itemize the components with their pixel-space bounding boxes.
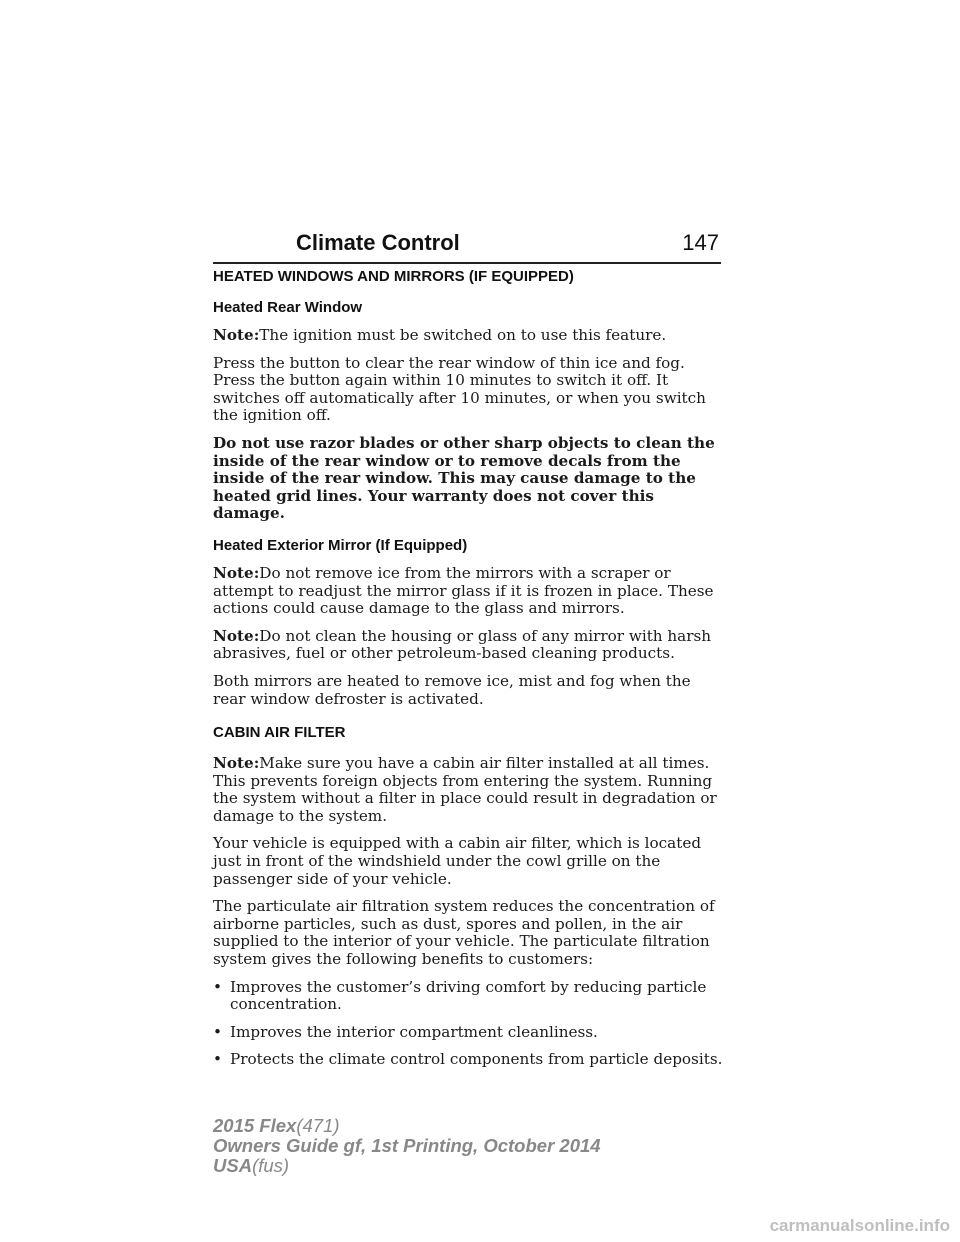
page-number: 147 (682, 230, 719, 255)
footer-market-code: (fus) (252, 1155, 290, 1176)
page-content (213, 268, 725, 1079)
print-footer (213, 1116, 601, 1176)
paragraph-filter-location: Your vehicle is equipped with a cabin air filter, which is located just in front of the windshield under the cowl grille on the passenger side of your vehicle. (213, 834, 702, 888)
list-item (213, 1024, 725, 1042)
note-ignition (213, 327, 725, 345)
warning-razor-blades: Do not use razor blades or other sharp objects to clean the inside of the rear window or to remove decals from the inside of the rear window. This may cause damage to the heated grid lines. Your warranty does not cover this damage. (213, 433, 715, 523)
note-text: The ignition must be switched on to use this feature. (259, 326, 667, 344)
list-item-text: Improves the customer’s driving comfort by reducing particle concentration. (230, 977, 707, 1014)
note-mirror-cleaning (213, 628, 725, 663)
benefits-list (213, 979, 725, 1069)
note-cabin-filter (213, 755, 725, 825)
list-item (213, 979, 725, 1014)
chapter-title: Climate Control (296, 230, 460, 255)
footer-line-model (213, 1116, 601, 1136)
page-header (213, 228, 721, 264)
list-item (213, 1051, 725, 1069)
note-text: Make sure you have a cabin air filter installed at all times. This prevents foreign objects from entering the system. Running the system without a filter in place could result in degradation or damage to the system. (213, 754, 717, 825)
bullet-icon: • (213, 977, 222, 996)
paragraph-filtration-system: The particulate air filtration system reduces the concentration of airborne particles, such as dust, spores and pollen, in the air supplied to the interior of your vehicle. The particulate filtration system gives the following benefits to customers: (213, 897, 715, 969)
section-heading-heated-windows: HEATED WINDOWS AND MIRRORS (IF EQUIPPED) (213, 268, 574, 285)
footer-market: USA (213, 1155, 253, 1176)
list-item-text: Improves the interior compartment cleanliness. (230, 1022, 598, 1041)
paragraph-mirrors-heated: Both mirrors are heated to remove ice, mist and fog when the rear window defroster is activated. (213, 671, 691, 708)
footer-line-market (213, 1156, 601, 1176)
note-mirror-ice (213, 565, 725, 618)
subheading-heated-exterior-mirror: Heated Exterior Mirror (If Equipped) (213, 536, 468, 554)
note-label: Note: (213, 626, 260, 645)
note-label: Note: (213, 326, 260, 344)
paragraph-rear-window: Press the button to clear the rear window of thin ice and fog. Press the button again within 10 minutes to switch it off. It switches off automatically after 10 minutes, or when you switch the ignition off. (213, 353, 706, 425)
list-item-text: Protects the climate control components from particle deposits. (230, 1050, 723, 1069)
footer-model-code: (471) (296, 1115, 340, 1136)
footer-model: 2015 Flex (213, 1115, 297, 1136)
section-heading-cabin-air-filter: CABIN AIR FILTER (213, 724, 346, 742)
note-text: Do not clean the housing or glass of any mirror with harsh abrasives, fuel or other petroleum-based cleaning products. (213, 626, 712, 663)
subheading-heated-rear-window: Heated Rear Window (213, 299, 363, 316)
bullet-icon: • (213, 1022, 222, 1041)
note-text: Do not remove ice from the mirrors with a scraper or attempt to readjust the mirror glass if it is frozen in place. These actions could cause damage to the glass and mirrors. (213, 563, 714, 618)
note-label: Note: (213, 563, 260, 582)
footer-line-printing: Owners Guide gf, 1st Printing, October 2014 (213, 1135, 601, 1156)
bullet-icon: • (213, 1050, 222, 1069)
watermark: carmanualsonline.info (769, 1216, 950, 1235)
note-label: Note: (213, 754, 260, 773)
